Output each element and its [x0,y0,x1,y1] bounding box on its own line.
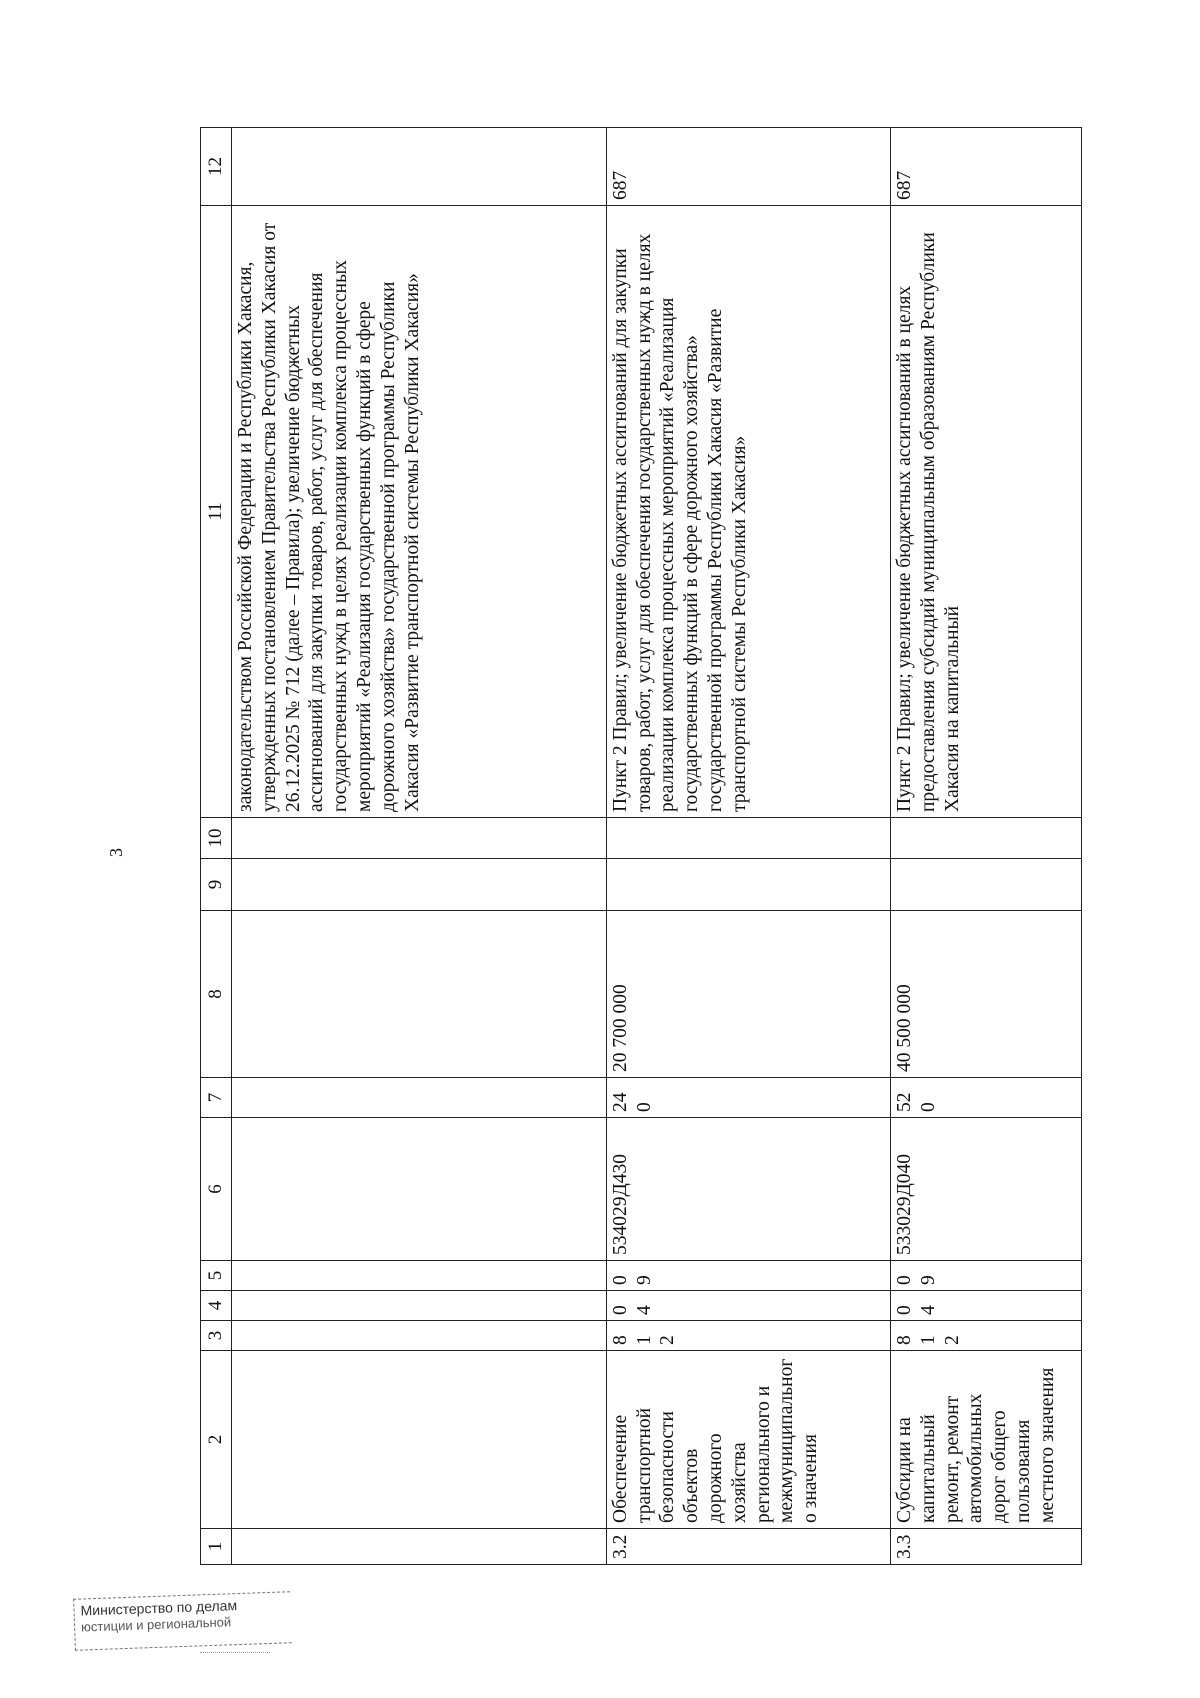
amount-cell [232,911,607,1078]
rotated-table-sheet [200,128,1082,1565]
page-number: 3 [106,848,126,857]
reference-cell: 687 [891,128,1082,206]
reference-cell: 687 [606,128,890,206]
amount-cell [232,818,607,859]
header-cell: 9 [201,859,232,911]
row-number-cell: 3.3 [891,1529,1082,1565]
row-number-cell [232,1529,607,1565]
header-cell: 5 [201,1261,232,1291]
header-cell: 12 [201,128,232,206]
table-header-row [201,128,232,1565]
code-cell [232,1321,607,1351]
header-cell: 3 [201,1321,232,1351]
amount-cell [606,859,890,911]
code-cell: 04 [891,1291,1082,1321]
header-cell: 2 [201,1351,232,1529]
code-cell [232,1261,607,1291]
code-cell: 09 [606,1261,890,1291]
amount-cell: 40 500 000 [891,911,1082,1078]
description-cell: Субсидии на капитальный ремонт, ремонт автомобильных дорог общего пользования местного значения [891,1351,1082,1529]
code-cell: 533029Д040 [891,1118,1082,1261]
table-row [891,128,1082,1565]
stamp-divider [200,1650,270,1653]
header-cell: 10 [201,818,232,859]
description-cell: Обеспечение транспортной безопасности объектов дорожного хозяйства регионального и межмуниципального значения [606,1351,890,1529]
header-cell: 4 [201,1291,232,1321]
code-cell: 09 [891,1261,1082,1291]
stamp-line: Министерство по делам [80,1597,238,1619]
code-cell [232,1118,607,1261]
code-cell [232,1078,607,1118]
code-cell: 240 [606,1078,890,1118]
justification-cell: Пункт 2 Правил; увеличение бюджетных ассигнований для закупки товаров, работ, услуг для обеспечения государственных нужд в целях реализации комплекса процессных мероприятий «Реализация государственных функций в сфере дорожного хозяйства» государственной программы Республики Хакасия «Развитие транспортной системы Республики Хакасия» [606,206,890,818]
code-cell: 812 [606,1321,890,1351]
description-cell [232,1351,607,1529]
code-cell: 520 [891,1078,1082,1118]
header-cell: 11 [201,206,232,818]
amount-cell [891,859,1082,911]
row-number-cell: 3.2 [606,1529,890,1565]
header-cell: 1 [201,1529,232,1565]
code-cell: 812 [891,1321,1082,1351]
ministry-stamp [73,1591,292,1651]
header-cell: 6 [201,1118,232,1261]
justification-cell: Пункт 2 Правил; увеличение бюджетных ассигнований в целях предоставления субсидий муниципальным образованиям Республики Хакасия на капитальный [891,206,1082,818]
justification-cell: законодательством Российской Федерации и Республики Хакасия, утвержденных постановлением Правительства Республики Хакасия от 26.12.2025 № 712 (далее – Правила); увеличение бюджетных ассигнований для закупки товаров, работ, услуг для обеспечения государственных нужд в целях реализации комплекса процессных мероприятий «Реализация государственных функций в сфере дорожного хозяйства» государственной программы Республики Хакасия «Развитие транспортной системы Республики Хакасия» [232,206,607,818]
amount-cell [606,818,890,859]
code-cell: 534029Д430 [606,1118,890,1261]
table-row [606,128,890,1565]
budget-table [200,127,1082,1565]
stamp-line: юстиции и региональной [80,1614,232,1635]
header-cell: 7 [201,1078,232,1118]
header-cell: 8 [201,911,232,1078]
amount-cell: 20 700 000 [606,911,890,1078]
code-cell [232,1291,607,1321]
table-row [232,128,607,1565]
code-cell: 04 [606,1291,890,1321]
amount-cell [891,818,1082,859]
reference-cell [232,128,607,206]
amount-cell [232,859,607,911]
